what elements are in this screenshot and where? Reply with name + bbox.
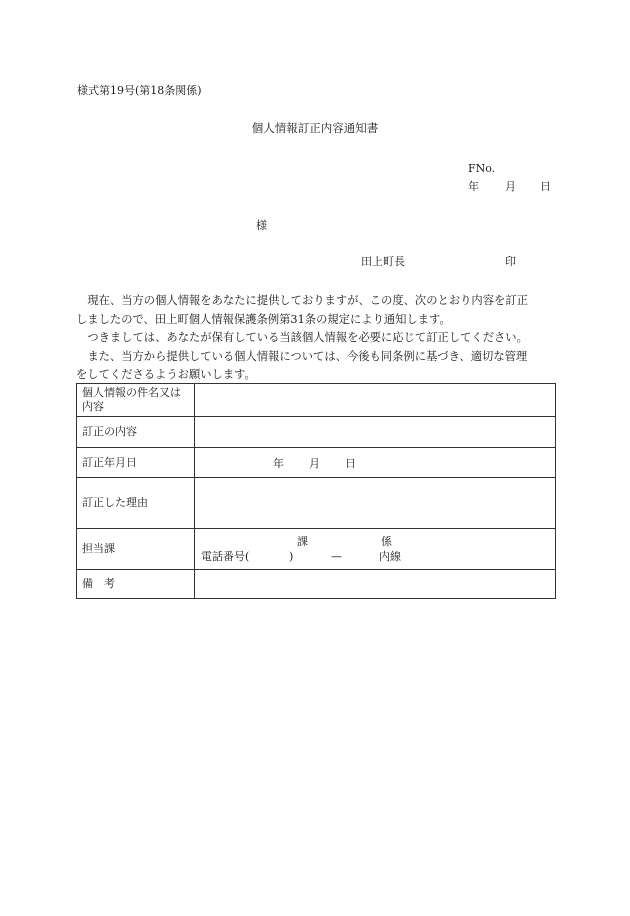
issue-date-year: 年	[468, 180, 479, 193]
row-label	[77, 384, 195, 416]
body-line	[76, 332, 528, 343]
subject-label-line2: 内容	[82, 400, 104, 413]
table-row-reason	[77, 477, 555, 528]
recipient-honorific: 様	[256, 219, 267, 232]
phone-dash: —	[331, 550, 342, 563]
issuer-title: 田上町長	[361, 255, 405, 268]
phone-paren-close: )	[289, 550, 294, 563]
body-text: 現在、当方の個人情報をあなたに提供しておりますが、この度、次のとおり内容を訂正	[87, 294, 528, 307]
issue-date-day: 日	[540, 180, 551, 193]
remarks-value-cell[interactable]	[195, 570, 555, 598]
body-line: しましたので、田上町個人情報保護条例第31条の規定により通知します。	[76, 313, 451, 326]
issue-date-month: 月	[505, 180, 516, 193]
table-row-remarks	[77, 569, 555, 598]
row-label	[77, 448, 195, 477]
body-text: また、当方から提供している個人情報については、今後も同条例に基づき、適切な管理	[87, 350, 528, 363]
correction-details-table	[76, 383, 556, 599]
extension-label: 内線	[379, 550, 401, 563]
reason-label: 訂正した理由	[82, 496, 148, 509]
seal-mark: 印	[505, 255, 516, 268]
table-row-subject	[77, 384, 555, 416]
table-row-department	[77, 528, 555, 569]
content-value-cell[interactable]	[195, 417, 555, 447]
table-row-date	[77, 447, 555, 477]
body-line	[76, 295, 528, 306]
content-label: 訂正の内容	[82, 425, 137, 438]
phone-label: 電話番号(	[201, 550, 250, 563]
department-value-cell[interactable]	[195, 529, 555, 569]
document-number-label: FNo.	[468, 162, 496, 175]
date-day-unit: 日	[345, 457, 356, 470]
subject-value-cell[interactable]	[195, 384, 555, 416]
row-label	[77, 529, 195, 569]
department-ka: 課	[297, 535, 308, 548]
date-label: 訂正年月日	[82, 455, 137, 469]
row-label	[77, 570, 195, 598]
reason-value-cell[interactable]	[195, 478, 555, 528]
document-title: 個人情報訂正内容通知書	[251, 121, 379, 135]
body-line	[76, 351, 527, 362]
body-line: をしてくださるようお願いします。	[76, 368, 256, 381]
department-label: 担当課	[82, 542, 115, 555]
subject-label-line1: 個人情報の件名又は	[82, 386, 181, 399]
date-month-unit: 月	[309, 457, 320, 470]
department-kakari: 係	[381, 535, 392, 548]
row-label	[77, 417, 195, 447]
date-year-unit: 年	[273, 457, 284, 470]
body-text: つきましては、あなたが保有している当該個人情報を必要に応じて訂正してください。	[87, 331, 528, 344]
date-value-cell[interactable]	[195, 448, 555, 477]
table-row-content	[77, 416, 555, 447]
row-label	[77, 478, 195, 528]
remarks-label: 備 考	[82, 577, 115, 590]
form-number: 様式第19号(第18条関係)	[77, 84, 202, 97]
